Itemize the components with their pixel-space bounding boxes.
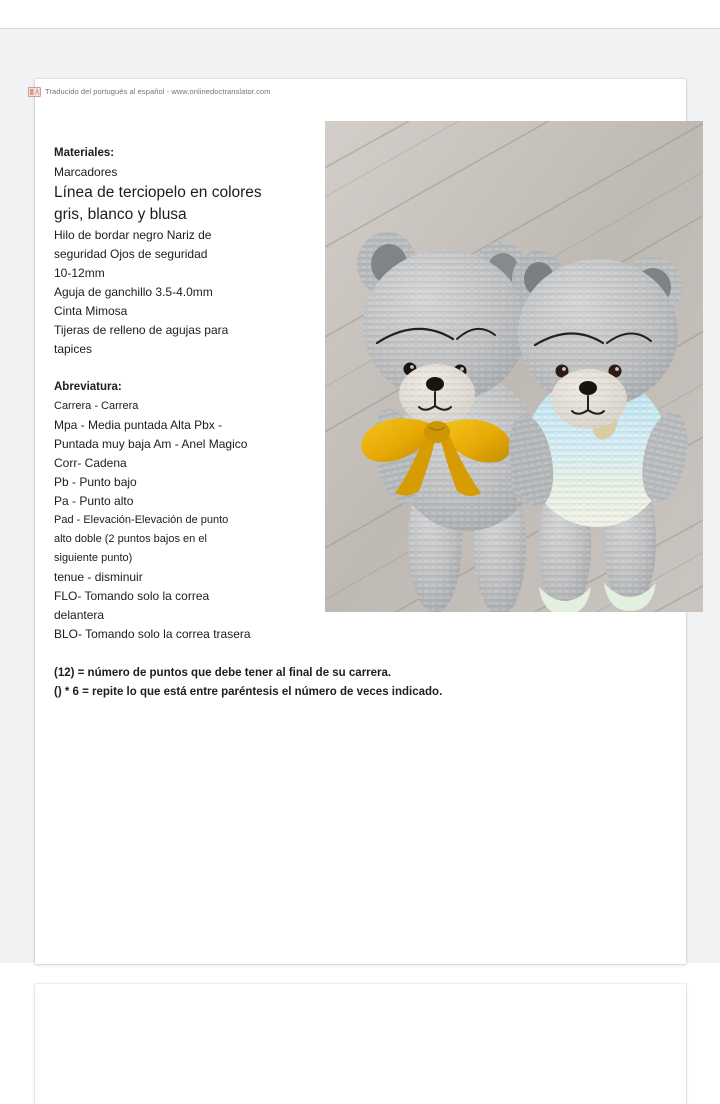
materials-line: tapices xyxy=(54,342,93,356)
materials-line: seguridad Ojos de seguridad xyxy=(54,247,208,261)
abbreviations-heading: Abreviatura: xyxy=(54,381,122,393)
materials-line: Hilo de bordar negro Nariz de xyxy=(54,228,212,242)
crocheted-teddy-bears-photo xyxy=(325,121,703,612)
materials-line: gris, blanco y blusa xyxy=(54,206,187,223)
materials-line: Cinta Mimosa xyxy=(54,304,128,318)
abbreviation-line: Pa - Punto alto xyxy=(54,494,134,508)
document-page-2 xyxy=(35,984,686,1104)
abbreviation-line: Mpa - Media puntada Alta Pbx - xyxy=(54,418,223,432)
document-page-1 xyxy=(35,79,686,964)
materials-heading: Materiales: xyxy=(54,147,115,159)
footnote-line: (12) = número de puntos que debe tener al final de su carrera. xyxy=(54,667,392,679)
translate-book-icon xyxy=(28,87,41,97)
abbreviation-line: BLO- Tomando solo la correa trasera xyxy=(54,627,251,641)
abbreviation-line: Puntada muy baja Am - Anel Magico xyxy=(54,437,248,451)
abbreviation-line: FLO- Tomando solo la correa xyxy=(54,589,210,603)
abbreviation-line: siguiente punto) xyxy=(54,552,133,564)
block-spacer xyxy=(54,359,304,378)
translator-banner-text: Traducido del portugués al español - www.onlinedoctranslator.com xyxy=(45,87,271,96)
document-text-column xyxy=(54,144,304,644)
abbreviation-line: Carrera - Carrera xyxy=(54,400,139,412)
footnote-line: () * 6 = repite lo que está entre paréntesis el número de veces indicado. xyxy=(54,686,443,698)
materials-line: Línea de terciopelo en colores xyxy=(54,184,262,201)
abbreviation-line: Pad - Elevación-Elevación de punto xyxy=(54,514,229,526)
materials-line: Marcadores xyxy=(54,165,118,179)
abbreviation-line: alto doble (2 puntos bajos en el xyxy=(54,533,207,545)
materials-line: 10-12mm xyxy=(54,266,105,280)
materials-line: Tijeras de relleno de agujas para xyxy=(54,323,229,337)
viewer-top-strip xyxy=(0,0,720,28)
abbreviation-line: Corr- Cadena xyxy=(54,456,127,470)
abbreviations-block xyxy=(54,378,304,644)
materials-line: Aguja de ganchillo 3.5-4.0mm xyxy=(54,285,213,299)
viewer-canvas[interactable] xyxy=(0,28,720,963)
materials-block xyxy=(54,144,304,359)
abbreviation-line: Pb - Punto bajo xyxy=(54,475,137,489)
abbreviation-line: delantera xyxy=(54,608,105,622)
teddy-bears-illustration xyxy=(325,121,703,612)
footnotes-block xyxy=(54,664,654,702)
abbreviation-line: tenue - disminuir xyxy=(54,570,143,584)
translator-banner xyxy=(28,87,270,97)
